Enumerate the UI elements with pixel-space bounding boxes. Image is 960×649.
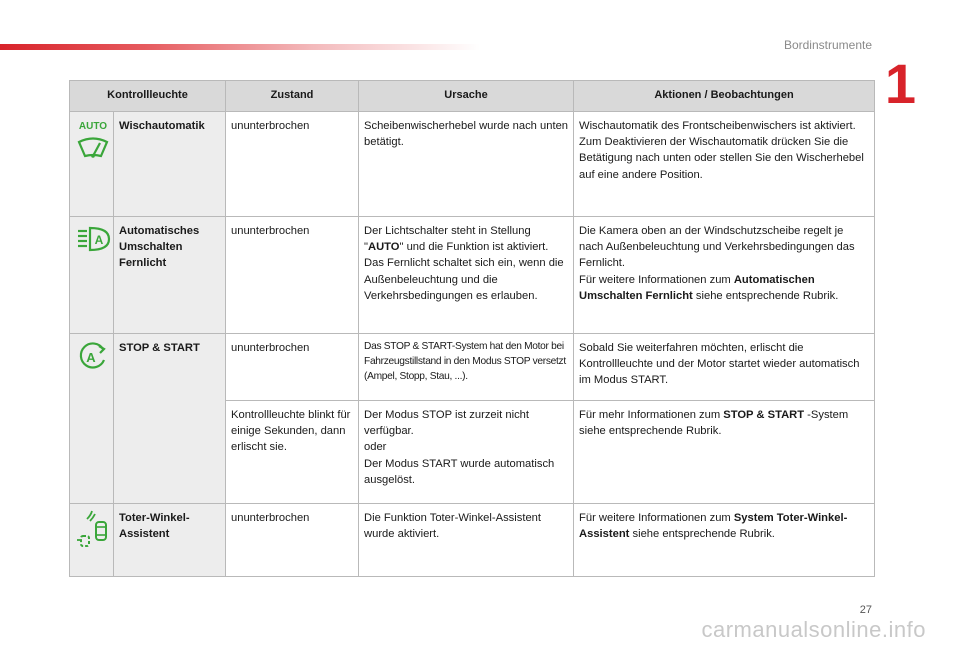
action-text-pre: Für weitere Informationen zum <box>579 273 734 286</box>
action-reference: System Toter-Winkel-Assistent <box>579 512 848 541</box>
cause-text: Der Lichtschalter steht in Stellung " <box>364 225 531 254</box>
action-text-pre: Für weitere Informationen zum <box>579 512 734 524</box>
action-text: Wischautomatik des Frontscheibenwischers ist aktiviert. <box>579 120 856 132</box>
action-text: Zum Deaktivieren der Wischautomatik drücken Sie die Betätigung nach unten oder stellen Sie den Wischerhebel auf eine andere Position. <box>579 136 864 181</box>
auto-high-beam-icon <box>75 223 111 257</box>
light-name: Automatisches Umschalten Fernlicht <box>114 217 226 334</box>
cause-text: Der Modus START wurde automatisch ausgelöst. <box>364 457 555 486</box>
state-cell: Kontrollleuchte blinkt für einige Sekunden, dann erlischt sie. <box>226 401 359 504</box>
chapter-number: 1 <box>884 52 916 115</box>
section-title: Bordinstrumente <box>783 38 872 52</box>
column-header-kontrollleuchte: Kontrollleuchte <box>70 81 226 112</box>
action-text: Die Kamera oben an der Windschutzscheibe regelt je nach Außenbeleuchtung und Verkehrsbedingungen das Fernlicht. <box>579 225 855 270</box>
stop-start-icon <box>75 340 109 374</box>
state-cell: ununterbrochen <box>226 217 359 334</box>
column-header-zustand: Zustand <box>226 81 359 112</box>
cause-text: " und die Funktion ist aktiviert. Das Fernlicht schaltet sich ein, wenn die Außenbeleuchtung und die Verkehrsbedingungen es erlauben. <box>364 241 564 302</box>
table-row <box>70 217 875 334</box>
table-row <box>70 504 875 577</box>
cause-text: oder <box>364 441 387 454</box>
light-name: Toter-Winkel-Assistent <box>114 504 226 577</box>
action-text-pre: Für mehr Informationen zum <box>579 409 724 421</box>
action-text <box>579 272 869 304</box>
table-header-row <box>70 81 875 112</box>
light-name: Wischautomatik <box>114 112 226 217</box>
warning-lights-table <box>69 80 875 577</box>
action-text-post: siehe entsprechende Rubrik. <box>692 289 839 302</box>
action-text-post: siehe entsprechende Rubrik. <box>629 528 775 541</box>
action-cell <box>574 217 875 334</box>
state-cell: ununterbrochen <box>226 504 359 577</box>
svg-text:AUTO: AUTO <box>78 121 108 132</box>
page-number: 27 <box>859 604 872 616</box>
cause-text: Der Modus STOP ist zurzeit nicht verfügbar. <box>364 409 529 438</box>
action-text-post: -System siehe entsprechende Rubrik. <box>579 409 849 438</box>
blind-spot-icon <box>75 510 111 548</box>
icon-cell <box>70 334 114 504</box>
auto-wiper-icon <box>75 118 111 166</box>
cause-cell <box>359 401 574 504</box>
cause-cell <box>359 217 574 334</box>
action-reference: STOP & START <box>723 409 805 421</box>
icon-cell <box>70 217 114 334</box>
column-header-ursache: Ursache <box>359 81 574 112</box>
column-header-aktionen: Aktionen / Beobachtungen <box>574 81 875 112</box>
icon-cell <box>70 504 114 577</box>
svg-text:A: A <box>86 350 96 365</box>
action-cell: Sobald Sie weiterfahren möchten, erlischt die Kontrollleuchte und der Motor startet wieder automatisch im Modus START. <box>574 334 875 401</box>
cause-highlight: AUTO <box>368 241 400 254</box>
action-reference: Automatischen Umschalten Fernlicht <box>579 273 815 302</box>
table-row <box>70 334 875 401</box>
cause-cell: Scheibenwischerhebel wurde nach unten betätigt. <box>359 112 574 217</box>
light-name: STOP & START <box>114 334 226 504</box>
svg-text:A: A <box>94 233 104 247</box>
icon-cell <box>70 112 114 217</box>
state-cell: ununterbrochen <box>226 112 359 217</box>
action-cell <box>574 401 875 504</box>
cause-cell: Die Funktion Toter-Winkel-Assistent wurde aktiviert. <box>359 504 574 577</box>
action-cell <box>574 112 875 217</box>
header-accent-bar <box>0 44 480 50</box>
table-row <box>70 112 875 217</box>
watermark: carmanualsonline.info <box>701 617 926 642</box>
action-cell <box>574 504 875 577</box>
cause-cell: Das STOP & START-System hat den Motor bei Fahrzeugstillstand in den Modus STOP versetzt (Ampel, Stopp, Stau, ...). <box>359 334 574 401</box>
state-cell: ununterbrochen <box>226 334 359 401</box>
